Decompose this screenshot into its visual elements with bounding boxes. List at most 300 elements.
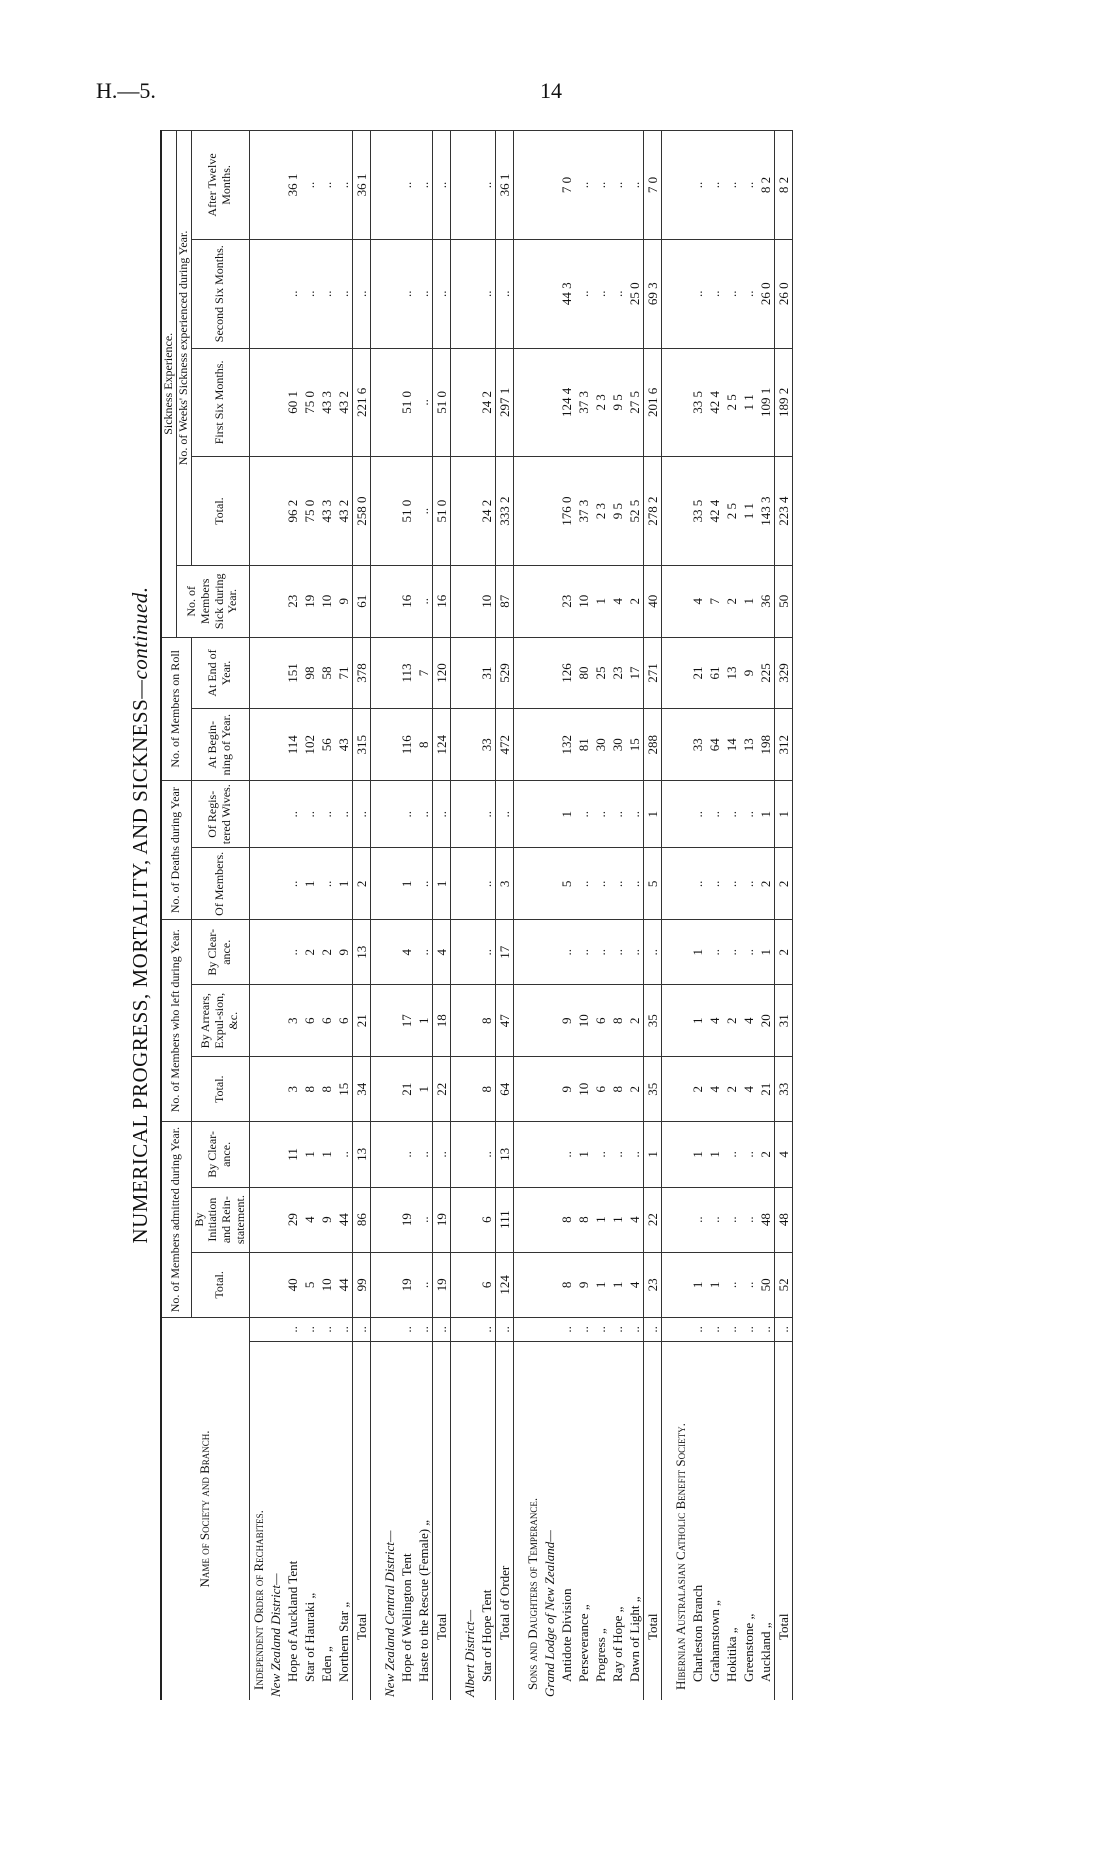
empty-cell — [267, 1187, 284, 1252]
empty-cell — [249, 709, 267, 781]
value-cell: 2 — [723, 565, 740, 637]
header-left-total: Total. — [191, 1057, 249, 1122]
spacer-cell — [661, 131, 672, 240]
value-cell: .. — [335, 131, 353, 240]
value-cell: .. — [706, 239, 723, 348]
spacer-cell — [450, 920, 461, 985]
value-cell: 111 — [495, 1187, 513, 1252]
value-cell: 13 — [723, 637, 740, 709]
value-cell: 13 — [740, 709, 757, 781]
value-cell: 98 — [301, 637, 318, 709]
header-roll-begin: At Begin-ning of Year. — [191, 709, 249, 781]
empty-cell — [267, 1252, 284, 1317]
spacer-cell — [661, 709, 672, 781]
value-cell: 9 — [740, 637, 757, 709]
value-cell: .. — [432, 239, 450, 348]
spacer-cell — [513, 1122, 524, 1187]
empty-cell — [381, 848, 398, 920]
empty-cell — [381, 637, 398, 709]
value-cell: 15 — [335, 1057, 353, 1122]
value-cell: .. — [723, 131, 740, 240]
empty-cell — [524, 565, 541, 637]
value-cell: 48 — [757, 1187, 775, 1252]
spacer-cell — [661, 1057, 672, 1122]
leader-dots: .. — [495, 1317, 513, 1341]
empty-cell — [524, 348, 541, 457]
empty-cell — [524, 848, 541, 920]
section-heading: Hibernian Australasian Catholic Benefit Society. — [672, 1341, 689, 1700]
empty-cell — [461, 1057, 478, 1122]
value-cell: 10 — [575, 985, 592, 1057]
spacer-cell — [450, 1252, 461, 1317]
total-row — [774, 131, 792, 1701]
table-row — [689, 131, 706, 1701]
value-cell: .. — [415, 131, 433, 240]
value-cell: 288 — [643, 709, 661, 781]
empty-cell — [541, 1187, 558, 1252]
value-cell: 10 — [478, 565, 496, 637]
value-cell: .. — [706, 920, 723, 985]
value-cell: 14 — [723, 709, 740, 781]
value-cell: 71 — [335, 637, 353, 709]
district-heading-row — [381, 131, 398, 1701]
value-cell: 2 — [723, 985, 740, 1057]
value-cell: .. — [643, 920, 661, 985]
value-cell: 6 — [592, 985, 609, 1057]
value-cell: 5 — [643, 848, 661, 920]
empty-cell — [541, 1122, 558, 1187]
value-cell: 1 1 — [740, 457, 757, 566]
empty-cell — [461, 920, 478, 985]
spacer-cell — [513, 709, 524, 781]
value-cell: 225 — [757, 637, 775, 709]
value-cell: 4 — [706, 1057, 723, 1122]
value-cell: 26 0 — [774, 239, 792, 348]
value-cell: 116 — [398, 709, 415, 781]
spacer-cell — [661, 348, 672, 457]
value-cell: .. — [575, 131, 592, 240]
empty-cell — [267, 848, 284, 920]
spacer-cell — [513, 348, 524, 457]
value-cell: 33 — [478, 709, 496, 781]
empty-cell — [249, 1122, 267, 1187]
spacer-cell — [661, 1187, 672, 1252]
value-cell: 4 — [398, 920, 415, 985]
empty-cell — [249, 781, 267, 848]
value-cell: 47 — [495, 985, 513, 1057]
spacer-cell — [450, 781, 461, 848]
header-weeks-after: After Twelve Months. — [191, 131, 249, 240]
value-cell: .. — [592, 1122, 609, 1187]
value-cell: .. — [478, 920, 496, 985]
branch-name: Antidote Division — [558, 1341, 575, 1700]
empty-cell — [524, 1317, 541, 1341]
leader-dots: .. — [478, 1317, 496, 1341]
empty-cell — [249, 1252, 267, 1317]
value-cell: 2 — [626, 1057, 644, 1122]
page-number: 14 — [540, 78, 562, 103]
value-cell: 51 0 — [398, 348, 415, 457]
district-heading: New Zealand Central District— — [381, 1341, 398, 1700]
value-cell: .. — [592, 131, 609, 240]
value-cell: 51 0 — [398, 457, 415, 566]
value-cell: 7 — [415, 637, 433, 709]
value-cell: 17 — [495, 920, 513, 985]
spacer-cell — [450, 457, 461, 566]
empty-cell — [381, 985, 398, 1057]
spacer-cell — [370, 1317, 381, 1341]
value-cell: 43 2 — [335, 457, 353, 566]
value-cell: 143 3 — [757, 457, 775, 566]
header-roll: No. of Members on Roll — [161, 637, 191, 780]
value-cell: 126 — [558, 637, 575, 709]
value-cell: .. — [478, 781, 496, 848]
header-adm-initiation: By Initiation and Rein-statement. — [191, 1187, 249, 1252]
table-row — [284, 131, 301, 1701]
header-roll-end: At End of Year. — [191, 637, 249, 709]
value-cell: 40 — [643, 565, 661, 637]
spacer-row — [513, 131, 524, 1701]
value-cell: 8 — [415, 709, 433, 781]
empty-cell — [672, 131, 689, 240]
value-cell: .. — [432, 781, 450, 848]
value-cell: 21 — [398, 1057, 415, 1122]
branch-name: Charleston Branch — [689, 1341, 706, 1700]
value-cell: 23 — [558, 565, 575, 637]
header-left: No. of Members who left during Year. — [161, 920, 191, 1122]
value-cell: 4 — [626, 1187, 644, 1252]
value-cell: .. — [495, 239, 513, 348]
empty-cell — [672, 1057, 689, 1122]
empty-cell — [249, 239, 267, 348]
value-cell: 29 — [284, 1187, 301, 1252]
empty-cell — [381, 1252, 398, 1317]
header-weeks-second: Second Six Months. — [191, 239, 249, 348]
value-cell: 60 1 — [284, 348, 301, 457]
spacer-cell — [450, 1187, 461, 1252]
empty-cell — [524, 1057, 541, 1122]
value-cell: 1 — [398, 848, 415, 920]
value-cell: 9 — [335, 565, 353, 637]
empty-cell — [524, 1252, 541, 1317]
district-heading-row — [541, 131, 558, 1701]
branch-name: Haste to the Rescue (Female) „ — [415, 1341, 433, 1700]
value-cell: 81 — [575, 709, 592, 781]
value-cell: 4 — [301, 1187, 318, 1252]
empty-cell — [541, 637, 558, 709]
title-main: NUMERICAL PROGRESS, MORTALITY, AND SICKNESS — [128, 698, 152, 1244]
spacer-cell — [450, 348, 461, 457]
empty-cell — [267, 920, 284, 985]
spacer-cell — [370, 1252, 381, 1317]
value-cell: 8 2 — [757, 131, 775, 240]
spacer-cell — [513, 848, 524, 920]
value-cell: .. — [575, 781, 592, 848]
value-cell: .. — [318, 239, 335, 348]
value-cell: 3 — [284, 985, 301, 1057]
empty-cell — [524, 637, 541, 709]
value-cell: 189 2 — [774, 348, 792, 457]
empty-cell — [672, 637, 689, 709]
value-cell: 6 — [318, 985, 335, 1057]
empty-cell — [267, 457, 284, 566]
value-cell: 258 0 — [352, 457, 370, 566]
value-cell: 25 0 — [626, 239, 644, 348]
value-cell: .. — [706, 131, 723, 240]
value-cell: 64 — [495, 1057, 513, 1122]
branch-name: Star of Hauraki „ — [301, 1341, 318, 1700]
empty-cell — [541, 457, 558, 566]
value-cell: 35 — [643, 1057, 661, 1122]
value-cell: .. — [723, 781, 740, 848]
header-name: Name of Society and Branch. — [161, 1317, 249, 1700]
spacer-cell — [450, 1057, 461, 1122]
value-cell: 24 2 — [478, 457, 496, 566]
value-cell: 23 — [284, 565, 301, 637]
value-cell: 15 — [626, 709, 644, 781]
empty-cell — [672, 1122, 689, 1187]
value-cell: 40 — [284, 1252, 301, 1317]
rotated-table-page — [120, 130, 990, 1700]
empty-cell — [267, 348, 284, 457]
value-cell: .. — [415, 848, 433, 920]
value-cell: .. — [609, 239, 626, 348]
value-cell: 378 — [352, 637, 370, 709]
value-cell: 64 — [706, 709, 723, 781]
value-cell: 51 0 — [432, 348, 450, 457]
value-cell: 31 — [478, 637, 496, 709]
spacer-row — [661, 131, 672, 1701]
value-cell: 1 — [609, 1187, 626, 1252]
value-cell: 1 — [592, 1187, 609, 1252]
leader-dots: .. — [643, 1317, 661, 1341]
district-heading-row — [267, 131, 284, 1701]
value-cell: .. — [706, 1187, 723, 1252]
spacer-cell — [661, 637, 672, 709]
header-sickness-experience: Sickness Experience. — [161, 131, 176, 638]
value-cell: 61 — [352, 565, 370, 637]
value-cell: 132 — [558, 709, 575, 781]
value-cell: .. — [626, 920, 644, 985]
value-cell: 312 — [774, 709, 792, 781]
spacer-cell — [450, 848, 461, 920]
empty-cell — [381, 565, 398, 637]
value-cell: 120 — [432, 637, 450, 709]
value-cell: .. — [723, 1122, 740, 1187]
value-cell: 5 — [558, 848, 575, 920]
value-cell: 333 2 — [495, 457, 513, 566]
value-cell: .. — [318, 781, 335, 848]
value-cell: .. — [335, 239, 353, 348]
district-heading: Grand Lodge of New Zealand— — [541, 1341, 558, 1700]
table-row — [740, 131, 757, 1701]
value-cell: 1 — [689, 985, 706, 1057]
value-cell: 21 — [352, 985, 370, 1057]
value-cell: 1 — [592, 565, 609, 637]
empty-cell — [267, 1122, 284, 1187]
spacer-cell — [370, 1341, 381, 1700]
value-cell: 9 — [335, 920, 353, 985]
empty-cell — [267, 1317, 284, 1341]
spacer-cell — [370, 457, 381, 566]
value-cell: 16 — [432, 565, 450, 637]
value-cell: 9 — [575, 1252, 592, 1317]
value-cell: .. — [723, 1187, 740, 1252]
branch-name: Auckland „ — [757, 1341, 775, 1700]
empty-cell — [249, 637, 267, 709]
empty-cell — [461, 131, 478, 240]
spacer-cell — [370, 1122, 381, 1187]
value-cell: 9 — [558, 985, 575, 1057]
empty-cell — [672, 1252, 689, 1317]
total-label: Total of Order — [495, 1341, 513, 1700]
leader-dots: .. — [575, 1317, 592, 1341]
value-cell: .. — [592, 920, 609, 985]
empty-cell — [524, 1187, 541, 1252]
table-row — [398, 131, 415, 1701]
spacer-cell — [370, 985, 381, 1057]
empty-cell — [381, 1057, 398, 1122]
value-cell: 75 0 — [301, 348, 318, 457]
spacer-cell — [450, 709, 461, 781]
value-cell: 4 — [609, 565, 626, 637]
table-row — [757, 131, 775, 1701]
value-cell: .. — [398, 131, 415, 240]
value-cell: .. — [723, 920, 740, 985]
empty-cell — [672, 781, 689, 848]
value-cell: .. — [301, 131, 318, 240]
empty-cell — [672, 709, 689, 781]
value-cell: .. — [415, 1252, 433, 1317]
value-cell: 44 — [335, 1187, 353, 1252]
value-cell: 10 — [575, 1057, 592, 1122]
value-cell: 198 — [757, 709, 775, 781]
value-cell: .. — [689, 131, 706, 240]
empty-cell — [249, 565, 267, 637]
value-cell: 4 — [626, 1252, 644, 1317]
value-cell: 9 — [318, 1187, 335, 1252]
value-cell: 36 1 — [352, 131, 370, 240]
value-cell: .. — [740, 848, 757, 920]
value-cell: 7 0 — [558, 131, 575, 240]
total-label: Total — [643, 1341, 661, 1700]
value-cell: .. — [284, 920, 301, 985]
value-cell: 1 — [592, 1252, 609, 1317]
spacer-cell — [513, 565, 524, 637]
value-cell: .. — [740, 131, 757, 240]
spacer-cell — [370, 131, 381, 240]
empty-cell — [461, 1187, 478, 1252]
spacer-cell — [661, 1341, 672, 1700]
table-row — [575, 131, 592, 1701]
value-cell: 20 — [757, 985, 775, 1057]
value-cell: .. — [592, 848, 609, 920]
value-cell: .. — [415, 1122, 433, 1187]
report-code: H.—5. — [96, 78, 156, 103]
value-cell: 30 — [592, 709, 609, 781]
branch-name: Dawn of Light „ — [626, 1341, 644, 1700]
spacer-cell — [450, 1341, 461, 1700]
branch-name: Perseverance „ — [575, 1341, 592, 1700]
value-cell: .. — [689, 848, 706, 920]
value-cell: .. — [301, 239, 318, 348]
spacer-cell — [370, 565, 381, 637]
value-cell: 8 — [558, 1187, 575, 1252]
value-cell: 43 3 — [318, 457, 335, 566]
value-cell: .. — [415, 920, 433, 985]
value-cell: 17 — [398, 985, 415, 1057]
value-cell: 19 — [432, 1187, 450, 1252]
value-cell: 102 — [301, 709, 318, 781]
district-heading-row — [461, 131, 478, 1701]
table-row — [318, 131, 335, 1701]
value-cell: 8 — [318, 1057, 335, 1122]
value-cell: 1 — [335, 848, 353, 920]
spacer-cell — [450, 565, 461, 637]
value-cell: 6 — [592, 1057, 609, 1122]
value-cell: 4 — [774, 1122, 792, 1187]
value-cell: .. — [415, 348, 433, 457]
value-cell: .. — [689, 781, 706, 848]
value-cell: 124 4 — [558, 348, 575, 457]
value-cell: .. — [558, 1122, 575, 1187]
spacer-cell — [661, 1122, 672, 1187]
empty-cell — [249, 985, 267, 1057]
value-cell: .. — [609, 848, 626, 920]
value-cell: 2 — [723, 1057, 740, 1122]
value-cell: 7 0 — [643, 131, 661, 240]
empty-cell — [541, 1057, 558, 1122]
value-cell: .. — [478, 1122, 496, 1187]
branch-name: Hokitika „ — [723, 1341, 740, 1700]
value-cell: 33 5 — [689, 457, 706, 566]
empty-cell — [672, 565, 689, 637]
value-cell: 26 0 — [757, 239, 775, 348]
value-cell: 4 — [706, 985, 723, 1057]
leader-dots: .. — [740, 1317, 757, 1341]
value-cell: 2 3 — [592, 348, 609, 457]
header-deaths: No. of Deaths during Year — [161, 781, 191, 920]
spacer-cell — [450, 637, 461, 709]
total-label: Total — [774, 1341, 792, 1700]
value-cell: 24 2 — [478, 348, 496, 457]
value-cell: 1 — [301, 1122, 318, 1187]
spacer-row — [450, 131, 461, 1701]
value-cell: 33 5 — [689, 348, 706, 457]
value-cell: 6 — [335, 985, 353, 1057]
value-cell: .. — [301, 781, 318, 848]
empty-cell — [541, 565, 558, 637]
leader-dots: .. — [335, 1317, 353, 1341]
value-cell: 56 — [318, 709, 335, 781]
spacer-cell — [661, 985, 672, 1057]
empty-cell — [381, 920, 398, 985]
empty-cell — [541, 920, 558, 985]
branch-name: Hope of Wellington Tent — [398, 1341, 415, 1700]
leader-dots: .. — [723, 1317, 740, 1341]
value-cell: 9 — [558, 1057, 575, 1122]
spacer-cell — [450, 239, 461, 348]
value-cell: 3 — [284, 1057, 301, 1122]
value-cell: 33 — [774, 1057, 792, 1122]
value-cell: 151 — [284, 637, 301, 709]
spacer-cell — [370, 239, 381, 348]
branch-name: Star of Hope Tent — [478, 1341, 496, 1700]
value-cell: 43 3 — [318, 348, 335, 457]
value-cell: 472 — [495, 709, 513, 781]
spacer-cell — [661, 239, 672, 348]
total-row — [643, 131, 661, 1701]
